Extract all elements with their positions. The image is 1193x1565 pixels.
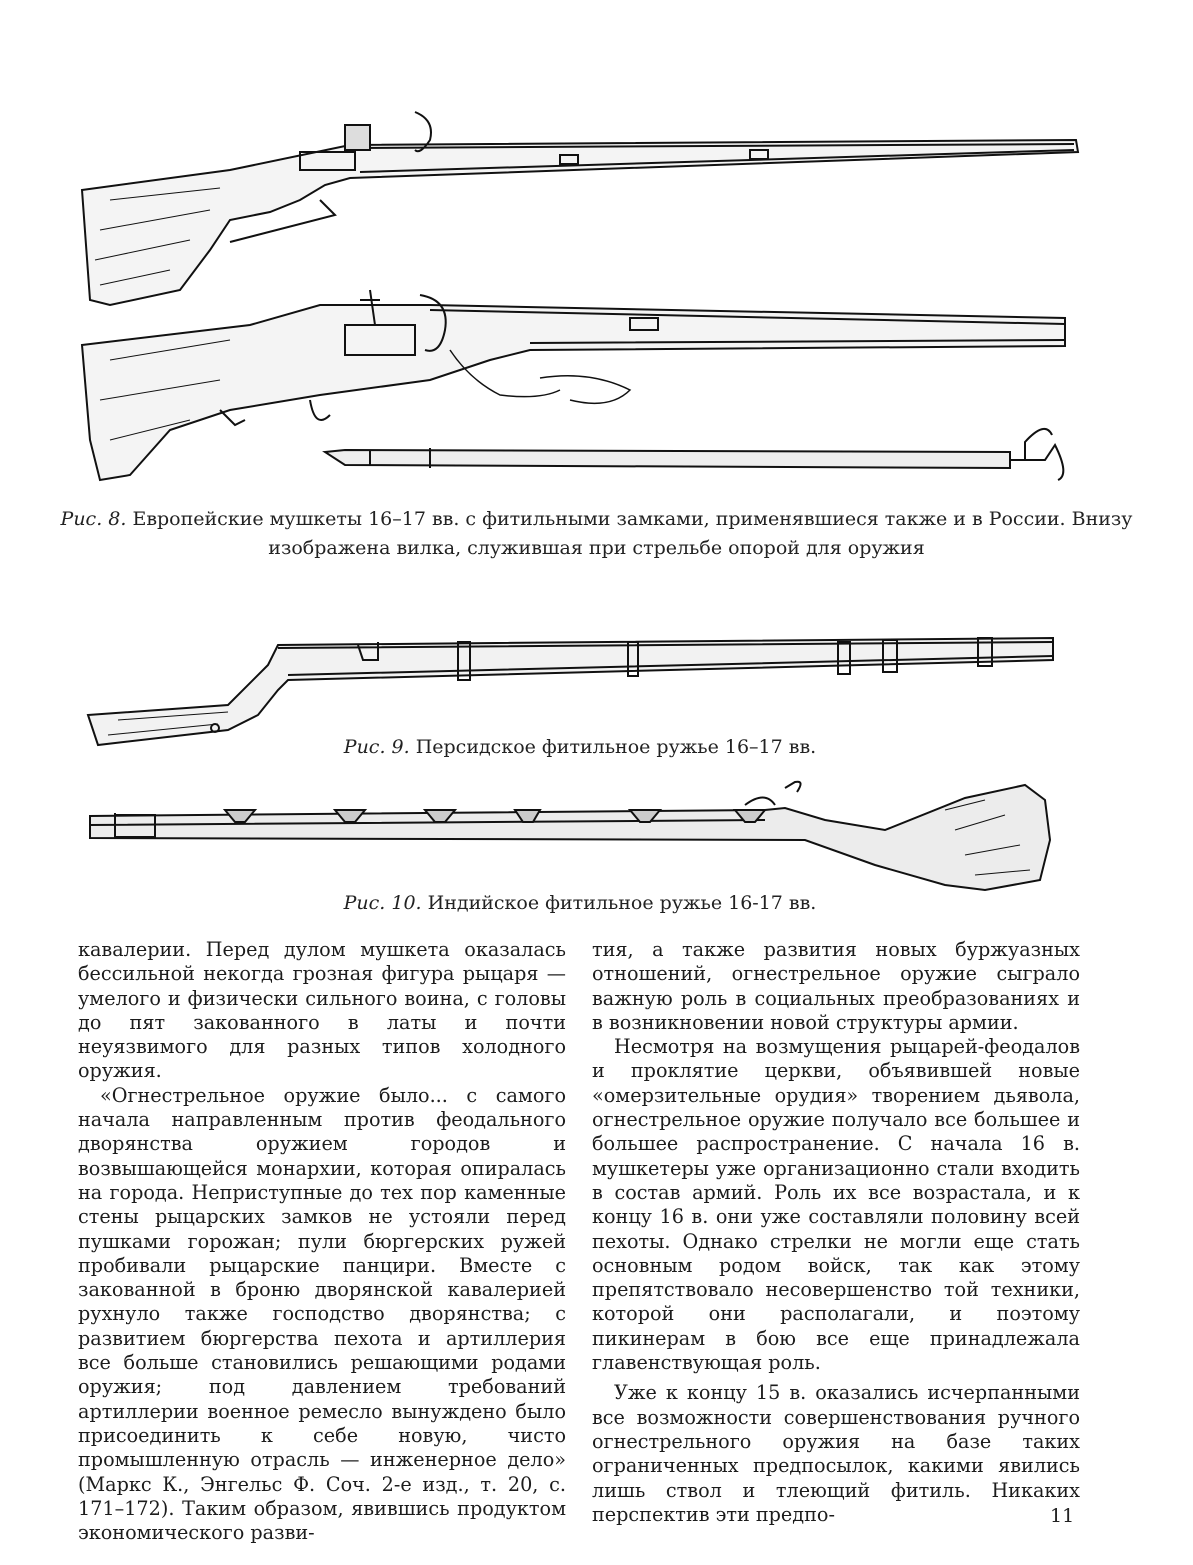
figure-8-illustration [70, 100, 1090, 495]
figure-10-label: Рис. 10. [343, 892, 422, 914]
page-number: 11 [1050, 1505, 1075, 1527]
upper-musket [82, 112, 1078, 305]
figure-8-caption-line2: изображена вилка, служившая при стрельбе опорой для оружия [268, 537, 925, 559]
musket-rest [325, 429, 1063, 480]
figure-9-label: Рис. 9. [343, 736, 410, 758]
figure-8-caption [50, 505, 1143, 563]
figure-10-caption-text: Индийское фитильное ружье 16-17 вв. [421, 892, 817, 914]
text-column-left [78, 938, 566, 1545]
figure-9-caption-text: Персидское фитильное ружье 16–17 вв. [409, 736, 817, 758]
figure-10-illustration [85, 780, 1085, 900]
figure-8-label: Рис. 8. [60, 508, 127, 530]
text-column-right [592, 938, 1080, 1527]
left-paragraph-1: кавалерии. Перед дулом мушкета оказалась бессильной некогда грозная фигура рыцаря — умелого и физически сильного воина, с головы до пят закованного в латы и почти неуязвимого для разных типов холодного оружия. [78, 938, 566, 1083]
figure-9-caption [300, 733, 860, 762]
right-paragraph-2: Несмотря на возмущения рыцарей-феодалов и проклятие церкви, объявившей новые «омерзительные орудия» творением дьявола, огнестрельное оружие получало все большее и большее распространение. С начала 16 в. мушкетеры уже организационно стали входить в состав армий. Роль их все возрастала, и к концу 16 в. они уже составляли половину всей пехоты. Однако стрелки не могли еще стать основным родом войск, так как этому препятствовало несовершенство той техники, которой они располагали, и поэтому пикинерам в бою все еще принадлежала главенствующая роль. [592, 1035, 1080, 1375]
figure-10-caption [300, 889, 860, 918]
left-paragraph-2: «Огнестрельное оружие было... с самого начала направленным против феодального дворянства оружием городов и возвышающейся монархии, которая опиралась на города. Неприступные до тех пор каменные стены рыцарских замков не устояли перед пушками горожан; пули бюргерских ружей пробивали рыцарские панцири. Вместе с закованной в броню дворянской кавалерией рухнуло также господство дворянства; с развитием бюргерства пехота и артиллерия все больше становились решающими родами оружия; под давлением требований артиллерии военное ремесло вынуждено было присоединить к себе новую, чисто промышленную отрасль — инженерное дело» (Маркс К., Энгельс Ф. Соч. 2-е изд., т. 20, с. 171–172). Таким образом, явившись продуктом экономического разви- [78, 1083, 566, 1545]
figure-8-caption-line1: Европейские мушкеты 16–17 вв. с фитильными замками, применявшиеся также и в России. Внизу [126, 508, 1133, 530]
right-paragraph-1: тия, а также развития новых буржуазных отношений, огнестрельное оружие сыграло важную роль в социальных преобразованиях и в возникновении новой структуры армии. [592, 938, 1080, 1034]
right-paragraph-3: Уже к концу 15 в. оказались исчерпанными все возможности совершенствования ручного огнестрельного оружия на базе таких ограниченных предпосылок, какими явились лишь ствол и тлеющий фитиль. Никаких перспектив эти предпо- [592, 1381, 1080, 1526]
